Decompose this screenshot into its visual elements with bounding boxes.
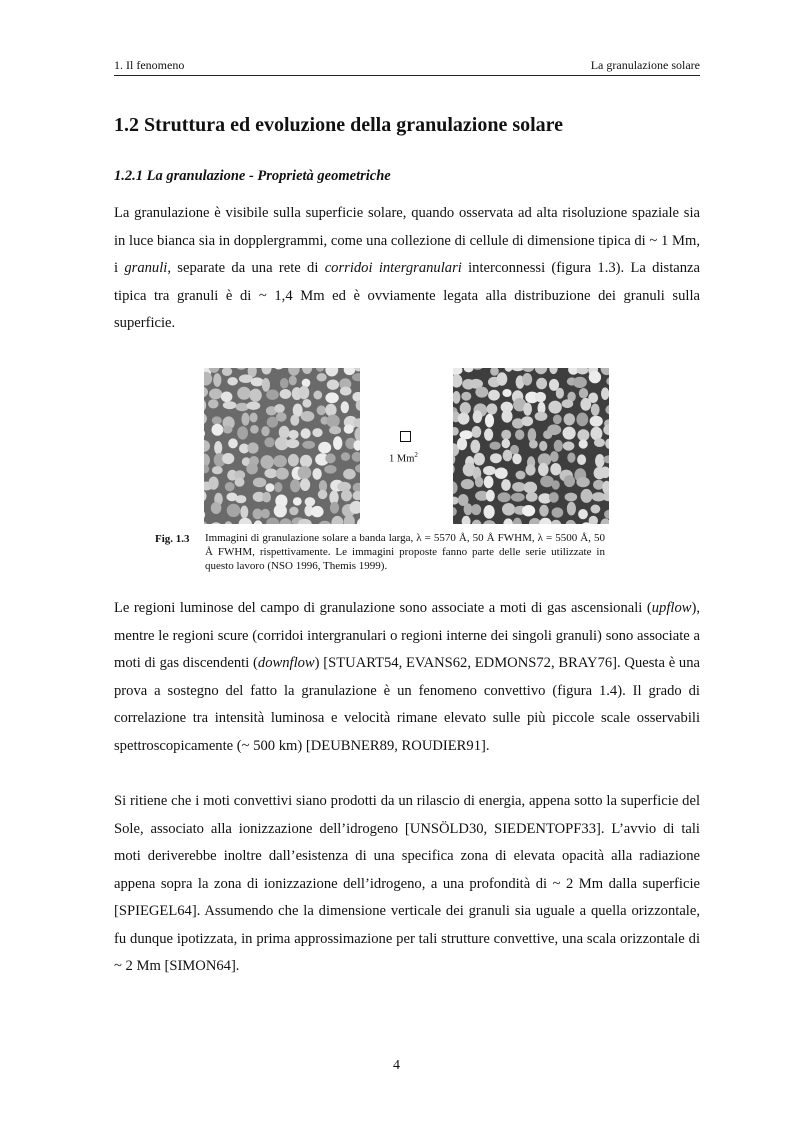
term-corridoi: corridoi intergranulari	[324, 260, 462, 276]
figure-caption-text: Immagini di granulazione solare a banda larga, λ = 5570 Å, 50 Å FWHM, λ = 5500 Å, 50 Å FWHM, rispettivamente. Le immagini proposte fanno parte delle serie utilizzate in questo lavoro (NSO 1996, Themis 1999).	[205, 532, 605, 572]
paragraph-2-text-e: ) [STUART54, EVANS62, EDMONS72, BRAY76]. Questa è una prova a sostegno del fatto la granulazione è un fenomeno convettivo (figura 1.4). Il grado di correlazione tra intensità luminosa e velocità rimane elevato sulle più piccole scale osservabili spettroscopicamente (~ 500 km) [DEUBNER89, ROUDIER91].	[114, 655, 700, 754]
section-title: 1.2 Struttura ed evoluzione della granulazione solare	[114, 114, 564, 136]
paragraph-2-text-c: ), mentre le regioni scure (corridoi intergranulari o regioni interne dei singoli granuli) sono associate a moti di gas discendenti (	[114, 600, 700, 671]
paragraph-1-text-a: La granulazione è visibile sulla superficie solare, quando osservata ad alta risoluzione spaziale sia in luce bianca sia in dopplergrammi, come una collezione di cellule di dimensione tipica di ~ 1 Mm, i	[114, 205, 700, 276]
paragraph-2	[114, 595, 700, 760]
subsection-title: 1.2.1 La granulazione - Proprietà geometriche	[114, 168, 391, 184]
paragraph-1-text-e: interconnessi (figura 1.3). La distanza tipica tra granuli è di ~ 1,4 Mm ed è ovviamente legata alla distribuzione dei granuli sulla superficie.	[114, 260, 700, 331]
term-granuli: granuli	[124, 260, 168, 276]
header-chapter: 1. Il fenomeno	[114, 58, 185, 72]
scale-square-icon	[400, 431, 411, 442]
running-header	[114, 57, 700, 76]
paragraph-2-text-a: Le regioni luminose del campo di granulazione sono associate a moti di gas ascensionali (	[114, 600, 652, 616]
paragraph-1	[114, 200, 700, 338]
paragraph-1-text-c: , separate da una rete di	[167, 260, 325, 276]
granulation-image-right	[453, 368, 609, 524]
term-upflow: upflow	[651, 600, 692, 616]
page-number: 4	[393, 1058, 400, 1073]
header-topic: La granulazione solare	[590, 58, 700, 72]
paragraph-3: Si ritiene che i moti convettivi siano prodotti da un rilascio di energia, appena sotto la superficie del Sole, associato alla ionizzazione dell’idrogeno [UNSÖLD30, SIEDENTOPF33]. L’avvio di tali moti deriverebbe inoltre dall’esistenza di una specifica zona di elevata opacità alla radiazione appena sopra la zona di ionizzazione dell’idrogeno, a una profondità di ~ 2 Mm dalla superficie [SPIEGEL64]. Assumendo che la dimensione verticale dei granuli sia uguale a quella orizzontale, fu dunque ipotizzata, in prima approssimazione per tali strutture convettive, una scala orizzontale di ~ 2 Mm [SIMON64].	[114, 793, 700, 974]
scale-label: 1 Mm$^2$	[389, 451, 418, 465]
term-downflow: downflow	[257, 655, 315, 671]
granulation-image-left	[204, 368, 360, 524]
figure-caption-label: Fig. 1.3	[155, 533, 190, 545]
